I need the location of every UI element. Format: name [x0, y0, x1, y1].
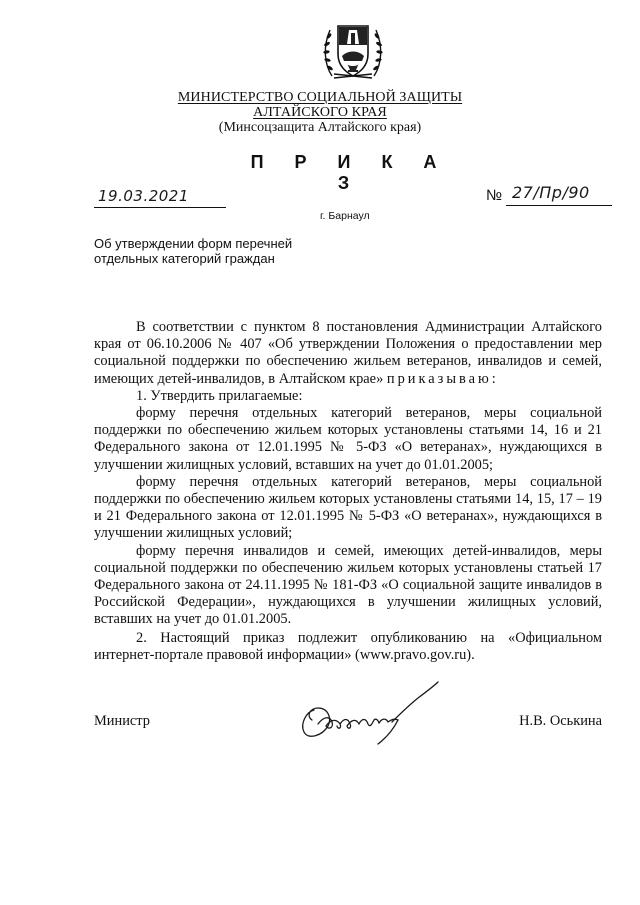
handwritten-number: 27/Пр/90 [512, 183, 590, 202]
issuer-header [160, 90, 480, 135]
order-word: приказываю: [386, 370, 499, 387]
form-3-paragraph: форму перечня инвалидов и семей, имеющих детей-инвалидов, меры социальной поддержки по обеспечению жильем которых установлены статьей 17 Федерального закона от 24.11.1995 № 181-ФЗ «О социальной защите инвалидов в Российской Федерации», нуждающихся в улучшении жилищных условий, вставших на учет до 01.01.2005. [94, 542, 602, 628]
preamble-text: В соответствии с пунктом 8 постановления Администрации Алтайского края от 06.10.2006 № 407 «Об утверждении Положения о предоставлении мер социальной поддержки по обеспечению жильем ветеранов, инвалидов и семей, имеющих детей-инвалидов, в Алтайском крае» [94, 319, 602, 387]
preamble-paragraph [94, 319, 602, 388]
number-underline [506, 183, 612, 206]
form-2-paragraph: форму перечня отдельных категорий ветеранов, меры социальной поддержки по обеспечению жильем которых установлены статьями 14, 15, 17 – 19 и 21 Федерального закона от 12.01.1995 № 5-ФЗ «О ветеранах», нуждающихся в улучшении жилищных условий; [94, 473, 602, 542]
form-1-paragraph: форму перечня отдельных категорий ветеранов, меры социальной поддержки по обеспечению жильем которых установлены статьями 14, 16 и 21 Федерального закона от 12.01.1995 № 5-ФЗ «О ветеранах», нуждающихся в улучшении жилищных условий, вставших на учет до 01.01.2005; [94, 405, 602, 473]
item-1-paragraph: 1. Утвердить прилагаемые: [136, 387, 303, 404]
handwritten-date: 19.03.2021 [98, 187, 189, 205]
signer-name: Н.В. Оськина [519, 713, 602, 729]
number-sign: № [486, 187, 503, 204]
order-number-field [486, 183, 612, 206]
signature-block [94, 713, 602, 733]
coat-of-arms-icon [320, 14, 386, 86]
document-type-title: П Р И К А З [250, 152, 450, 193]
order-subject [94, 236, 354, 266]
order-body [94, 319, 602, 664]
ministry-short-name: (Минсоцзащита Алтайского края) [218, 120, 422, 135]
ministry-name: МИНИСТЕРСТВО СОЦИАЛЬНОЙ ЗАЩИТЫ [177, 90, 463, 105]
date-field [94, 189, 226, 208]
item-2-paragraph: 2. Настоящий приказ подлежит опубликованию на «Официальном интернет-портале правовой информации» (www.pravo.gov.ru). [94, 629, 602, 663]
signer-position: Министр [94, 713, 150, 729]
issue-city: г. Барнаул [320, 210, 370, 222]
subject-line-2: отдельных категорий граждан [94, 251, 275, 266]
region-name: АЛТАЙСКОГО КРАЯ [253, 105, 387, 120]
subject-line-1: Об утверждении форм перечней [94, 236, 293, 251]
